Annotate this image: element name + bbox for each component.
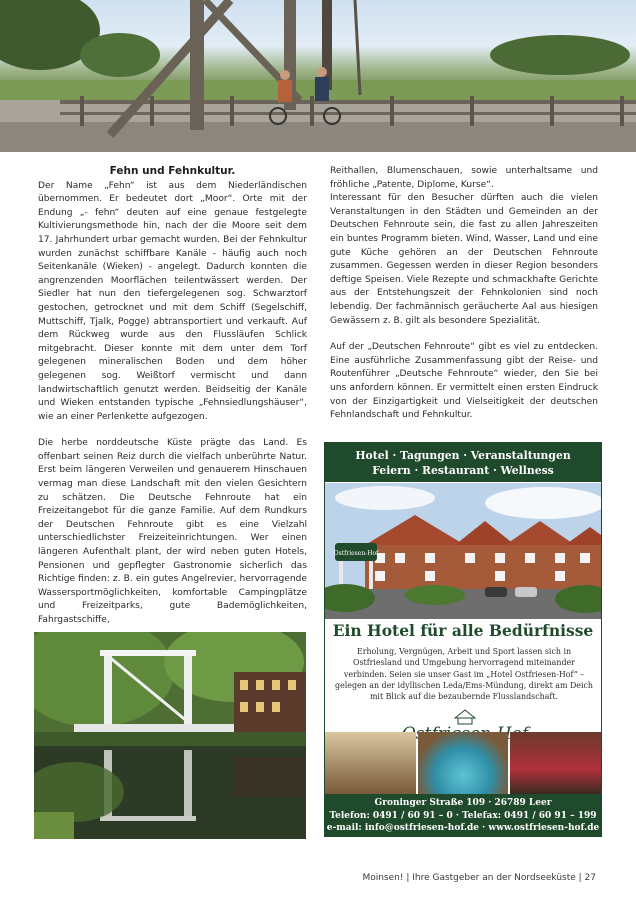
article-paragraph: Auf der „Deutschen Fehnroute“ gibt es viel zu entdecken. Eine ausführliche Zusammenfassung gibt der Reise- und Routenführer „Deutsche Fehnroute“ wieder, den Sie bei uns anfordern können. Er vermittelt einen ersten Eindruck von der Einzigartigkeit und Vielseitigkeit der deutschen Fehnlandschaft und Fehnkultur. bbox=[330, 342, 598, 421]
bar-photo bbox=[510, 732, 601, 794]
hotel-advertisement bbox=[324, 442, 602, 837]
article-right-column bbox=[330, 165, 598, 423]
article-left-column bbox=[38, 165, 307, 628]
article-paragraph: Interessant für den Besucher dürften auch die vielen Veranstaltungen in den Städten und Gemeinden an der Deutschen Fehnroute sein, die fast zu allen Jahreszeiten ein buntes Programm bieten. Wind, Wasser, Land und eine gute Küche gehören an der Deutschen Fehnroute zusammen. Gegessen werden in dieser Region besonders deftige Speisen. Viele Rezepte und schmackhafte Gerichte aus der Entstehungszeit der Fehnkolonien sind noch lebendig. Der fachmännisch geräucherte Aal aus hiesigen Gewässern z. B. gilt als besondere Spezialität. bbox=[330, 193, 598, 326]
drawbridge-canal-photo bbox=[34, 632, 306, 839]
ad-phone: Telefon: 0491 / 60 91 – 0 · Telefax: 0491 / 60 91 – 199 bbox=[329, 810, 597, 821]
ad-header bbox=[325, 443, 601, 482]
bridge-cyclists-photo bbox=[0, 0, 636, 152]
ad-address: Groninger Straße 109 · 26789 Leer bbox=[374, 798, 552, 808]
ad-description: Erholung, Vergnügen, Arbeit und Sport lassen sich in Ostfriesland und Umgebung hervorragend miteinander verbinden. Seien sie unser Gast im „Hotel Ostfriesen-Hof“ – gelegen an der idyllischen Leda/Ems-Mündung, direkt am Deich mit Blick auf die bezaubernde Flusslandschaft. bbox=[335, 647, 593, 702]
page-footer: Moinsen! | Ihre Gastgeber an der Nordseeküste | 27 bbox=[362, 873, 596, 883]
ad-title: Ein Hotel für alle Bedürfnisse bbox=[332, 621, 594, 640]
article-heading: Fehn und Fehnkultur. bbox=[109, 165, 236, 177]
article-paragraph: Der Name „Fehn“ ist aus dem Niederländischen übernommen. Er bedeutet dort „Moor“. Orte mit der Endung „- fehn“ deuten auf eine genaue festgelegte Kultivierungsmethode hin, nach der die Moore seit dem 17. Jahrhundert urbar gemacht wurden. Bei der Fehnkultur wurden zunächst schiffbare Kanäle - häufig auch noch Seitenkanäle (Wieken) - angelegt. Dadurch konnten die angrenzenden Moorflächen teilentwässert werden. Der Siedler hat nun den tiefergelegenen sog. Schwarztorf gestochen, getrocknet und mit dem Schiff (Segelschiff, Muttschiff, Tjalk, Pogge) abtransportiert und verkauft. Auf dem Rückweg wurde aus den Flussläufen Schlick mitgebracht. Dieser konnte mit dem unter dem Torf gelegenen mineralischen Boden und dem höher gelegenen sog. Weißtorf vermischt und dann landwirtschaftlich genutzt werden. Beidseitig der Kanäle und Wieken entstanden typische „Fehnsiedlungshäuser“, wie an einer Perlenkette aufgezogen. bbox=[38, 180, 307, 422]
ad-email: e-mail: info@ostfriesen-hof.de · www.ostfriesen-hof.de bbox=[326, 823, 600, 833]
hotel-building-photo bbox=[325, 483, 601, 619]
article-paragraph: Die herbe norddeutsche Küste prägte das Land. Es offenbart seinen Reiz durch die vielfach unberührte Natur. Erst beim längeren Verweilen und genauerem Hinschauen vermag man diese Landschaft mit den vielen Gesichtern zu schätzen. Die Deutsche Fehnroute hat ein Freizeitangebot für die ganze Familie. Auf dem Rundkurs der Deutschen Fehnroute gibt es eine Vielzahl unterschiedlichster Freizeiteinrichtungen. Wer einen längeren Aufenthalt plant, der wird neben guten Hotels, Pensionen und gepflegter Gastronomie sicherlich das Richtige finden: z. B. ein gutes Angelrevier, hervorragende Wassersportmöglichkeiten, komfortable Campingplätze und Freizeitparks, gute Bademöglichkeiten, Fahrgastschiffe, bbox=[38, 438, 307, 625]
article-paragraph: Reithallen, Blumenschauen, sowie unterhaltsame und fröhliche „Patente, Diplome, Kurse“. bbox=[330, 166, 598, 190]
ad-header-services: Hotel · Tagungen · Veranstaltungen bbox=[355, 449, 571, 462]
restaurant-photo bbox=[325, 732, 416, 794]
ad-header-services-2: Feiern · Restaurant · Wellness bbox=[372, 464, 554, 477]
hotel-sign-text: Ostfriesen-Hof bbox=[333, 550, 379, 557]
hotel-interior-photos bbox=[325, 732, 601, 794]
ad-contact-footer bbox=[325, 794, 601, 837]
pool-photo bbox=[418, 732, 509, 794]
